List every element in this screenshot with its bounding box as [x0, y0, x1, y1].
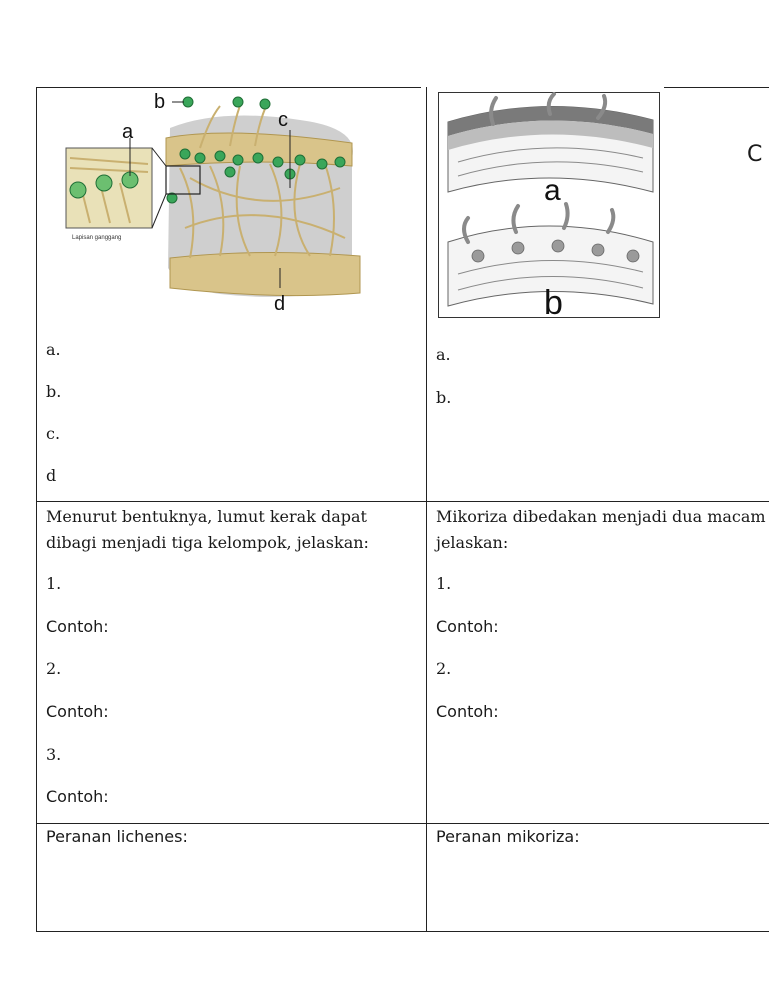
mycorrhiza-type-1: 1. — [436, 574, 452, 593]
mycorrhiza-types-intro-1: Mikoriza dibedakan menjadi dua macam — [436, 507, 766, 526]
mycorrhiza-label-a: a — [544, 174, 561, 207]
mycorrhiza-type-2: 2. — [436, 659, 452, 678]
lichen-type-3: 3. — [46, 745, 62, 764]
mycorrhiza-answer-a: a. — [436, 345, 451, 364]
lichen-label-d: d — [274, 293, 286, 315]
lichen-type-1-example: Contoh: — [46, 617, 109, 636]
mycorrhiza-role-label: Peranan mikoriza: — [436, 827, 580, 846]
mycorrhiza-answer-b: b. — [436, 388, 452, 407]
table-row2-divider — [36, 823, 769, 824]
table-left-border — [36, 87, 37, 932]
table-bottom-border — [36, 931, 769, 932]
lichen-label-a: a — [122, 121, 134, 143]
lichen-label-c: c — [278, 109, 288, 131]
lichen-answer-d: d — [46, 466, 57, 485]
lichen-type-3-example: Contoh: — [46, 787, 109, 806]
lichen-inset-caption: Lapisan ganggang — [72, 235, 122, 241]
lichen-answer-a: a. — [46, 340, 61, 359]
lichen-role-label: Peranan lichenes: — [46, 827, 188, 846]
lichen-types-intro-2: dibagi menjadi tiga kelompok, jelaskan: — [46, 533, 369, 552]
lichen-label-b: b — [154, 91, 166, 113]
lichen-cross-section-figure — [60, 88, 365, 320]
mycorrhiza-type-2-example: Contoh: — [436, 702, 499, 721]
lichen-type-2-example: Contoh: — [46, 702, 109, 721]
mycorrhiza-types-intro-2: jelaskan: — [436, 533, 509, 552]
lichen-types-intro-1: Menurut bentuknya, lumut kerak dapat — [46, 507, 367, 526]
table-top-right-border — [664, 87, 769, 88]
lichen-answer-b: b. — [46, 382, 62, 401]
lichen-answer-c: c. — [46, 424, 61, 443]
column-label-c: C — [747, 142, 763, 167]
mycorrhiza-label-b: b — [544, 284, 563, 318]
lichen-type-1: 1. — [46, 574, 62, 593]
mycorrhiza-type-1-example: Contoh: — [436, 617, 499, 636]
table-center-divider — [426, 87, 427, 932]
lichen-type-2: 2. — [46, 659, 62, 678]
table-row1-divider — [36, 501, 769, 502]
mycorrhiza-root-figure — [438, 92, 660, 318]
